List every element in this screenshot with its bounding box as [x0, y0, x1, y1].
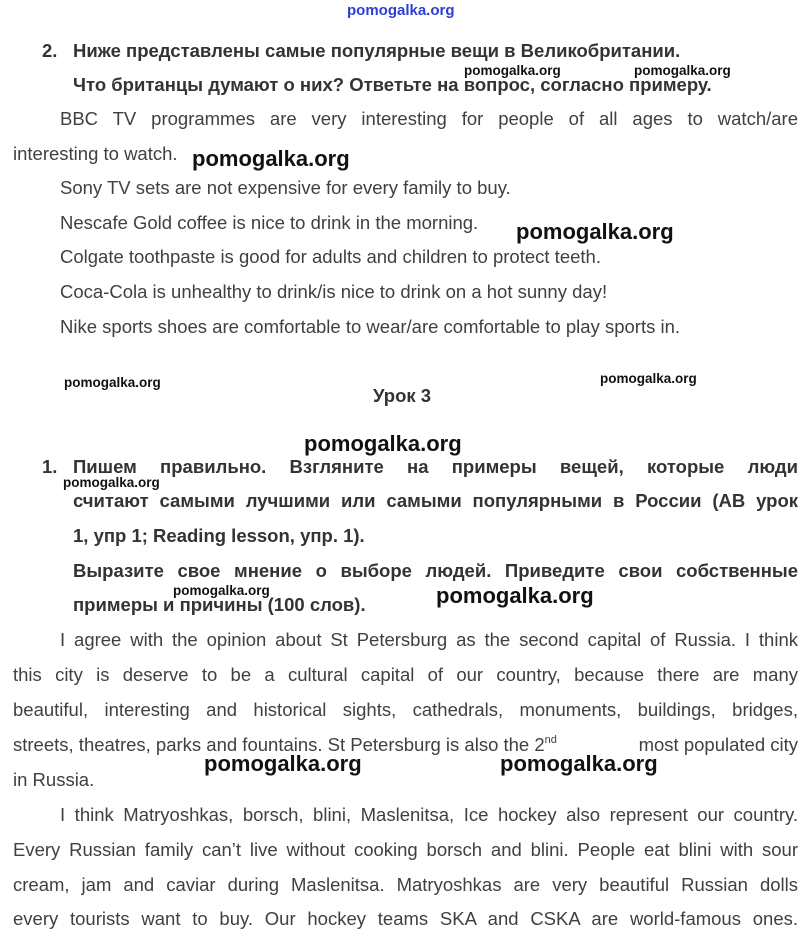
para1-line4 — [13, 734, 798, 756]
watermark-small: pomogalka.org — [600, 371, 697, 386]
task2-line: Nescafe Gold coffee is nice to drink in the morning. — [60, 212, 479, 233]
top-watermark[interactable]: pomogalka.org — [347, 2, 455, 19]
para2-line: cream, jam and caviar during Maslenitsa. Matryoshkas are very beautiful Russian dolls — [13, 874, 798, 895]
para2-line: Every Russian family can’t live without cooking borsch and blini. People eat blini with sour — [13, 839, 798, 860]
watermark: pomogalka.org — [192, 146, 350, 171]
task2-example-line1: BBC TV programmes are very interesting for people of all ages to watch/are — [60, 108, 798, 129]
task2-number: 2. — [42, 40, 58, 61]
task2-heading-line2: Что британцы думают о них? Ответьте на вопрос, согласно примеру. — [73, 74, 712, 95]
task1-heading-line: примеры и причины (100 слов). — [73, 594, 366, 615]
para1-line: in Russia. — [13, 769, 95, 790]
task2-line: Sony TV sets are not expensive for every family to buy. — [60, 177, 511, 198]
task1-number: 1. — [42, 456, 58, 477]
task2-line: Coca-Cola is unhealthy to drink/is nice to drink on a hot sunny day! — [60, 281, 608, 302]
watermark-small: pomogalka.org — [464, 63, 561, 78]
watermark-small: pomogalka.org — [64, 375, 161, 390]
task2-heading-line1: Ниже представлены самые популярные вещи в Великобритании. — [73, 40, 681, 61]
watermark: pomogalka.org — [436, 583, 594, 608]
task2-example-line2: interesting to watch. — [13, 143, 178, 164]
ordinal-suffix: nd — [544, 734, 557, 746]
para2-line: I think Matryoshkas, borsch, blini, Maslenitsa, Ice hockey also represent our country. — [60, 804, 798, 825]
watermark-small: pomogalka.org — [173, 583, 270, 598]
watermark-small: pomogalka.org — [63, 475, 160, 490]
task2-line: Colgate toothpaste is good for adults and children to protect teeth. — [60, 246, 601, 267]
task1-heading-line: 1, упр 1; Reading lesson, упр. 1). — [73, 525, 365, 546]
para1-line4-end: most populated city — [633, 734, 798, 755]
watermark-small: pomogalka.org — [634, 63, 731, 78]
para1-line: this city is deserve to be a cultural capital of our country, because there are many — [13, 664, 798, 685]
para1-line: beautiful, interesting and historical sights, cathedrals, monuments, buildings, bridges, — [13, 699, 798, 720]
watermark: pomogalka.org — [304, 431, 462, 456]
watermark: pomogalka.org — [516, 219, 674, 244]
para2-line: every tourists want to buy. Our hockey teams SKA and CSKA are world-famous ones. — [13, 908, 798, 929]
watermark: pomogalka.org — [204, 751, 362, 776]
task1-heading-line: Выразите свое мнение о выборе людей. Приведите свои собственные — [73, 560, 798, 581]
task1-heading-line: Пишем правильно. Взгляните на примеры вещей, которые люди — [73, 456, 798, 477]
task1-heading-line: считают самыми лучшими или самыми популярными в России (АВ урок — [73, 490, 798, 511]
para1-line: I agree with the opinion about St Petersburg as the second capital of Russia. I think — [60, 629, 798, 650]
lesson-title: Урок 3 — [373, 385, 432, 406]
para1-line4-start: streets, theatres, parks and fountains. St Petersburg is also the 2 — [13, 734, 545, 755]
watermark: pomogalka.org — [500, 751, 658, 776]
task2-line: Nike sports shoes are comfortable to wear/are comfortable to play sports in. — [60, 316, 681, 337]
